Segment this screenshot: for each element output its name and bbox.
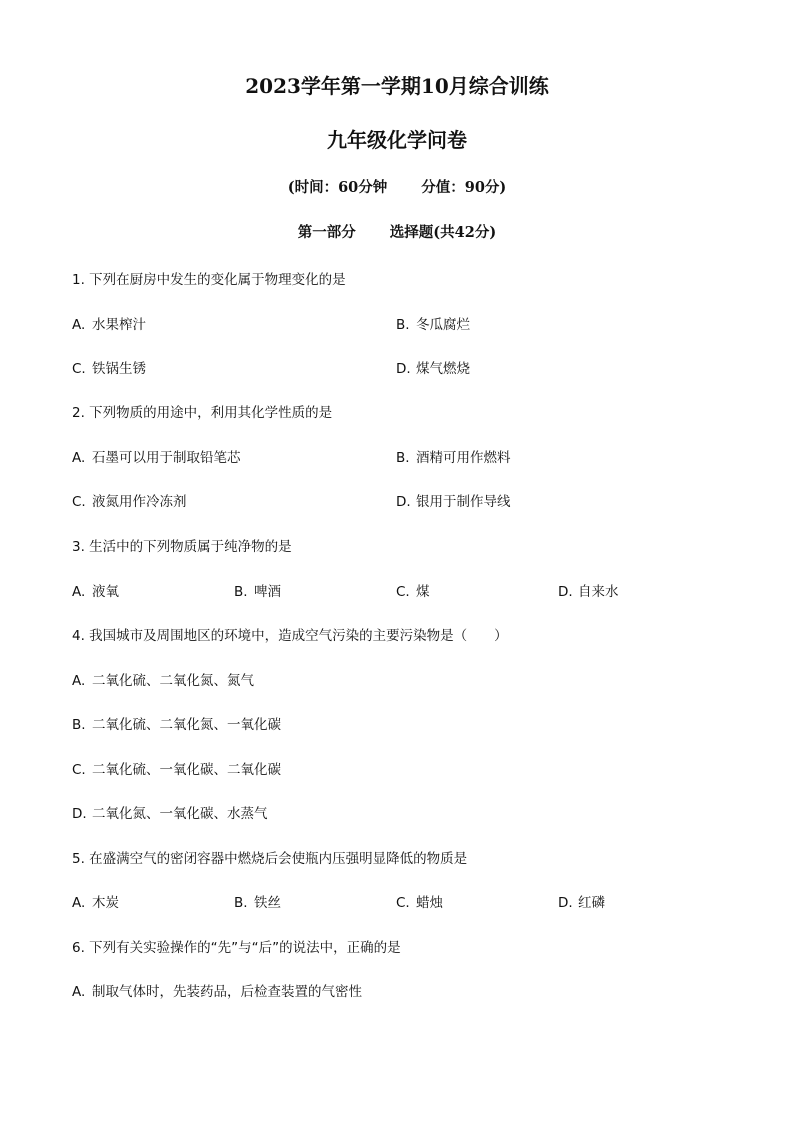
question-3-option-d: D. 自来水	[558, 584, 619, 600]
question-4-option-d: D. 二氧化氮、一氧化碳、水蒸气	[72, 806, 268, 822]
question-2-option-c: C. 液氮用作冷冻剂	[72, 494, 187, 510]
question-5-option-d: D. 红磷	[558, 895, 605, 911]
question-6-stem: 6. 下列有关实验操作的“先”与“后”的说法中，正确的是	[72, 940, 401, 956]
exam-time: (时间：60分钟	[287, 179, 388, 196]
question-1-option-b: B. 冬瓜腐烂	[396, 317, 470, 333]
question-2-option-a: A. 石墨可以用于制取铅笔芯	[72, 450, 241, 466]
question-3-stem: 3. 生活中的下列物质属于纯净物的是	[72, 539, 292, 555]
question-3-option-a: A. 液氧	[72, 584, 119, 600]
exam-info	[0, 176, 794, 197]
question-4-option-b: B. 二氧化硫、二氧化氮、一氧化碳	[72, 717, 281, 733]
question-4-option-a: A. 二氧化硫、二氧化氮、氮气	[72, 673, 254, 689]
question-3-option-b: B. 啤酒	[234, 584, 281, 600]
question-5-option-a: A. 木炭	[72, 895, 119, 911]
question-1-option-d: D. 煤气燃烧	[396, 361, 470, 377]
question-2-option-d: D. 银用于制作导线	[396, 494, 511, 510]
question-1-option-a: A. 水果榨汁	[72, 317, 146, 333]
section-part: 第一部分	[297, 224, 356, 241]
section-name: 选择题(共42分)	[389, 224, 497, 241]
question-5-stem: 5. 在盛满空气的密闭容器中燃烧后会使瓶内压强明显降低的物质是	[72, 851, 468, 867]
question-3-option-c: C. 煤	[396, 584, 430, 600]
question-1-option-c: C. 铁锅生锈	[72, 361, 146, 377]
question-4-stem: 4. 我国城市及周围地区的环境中，造成空气污染的主要污染物是（ ）	[72, 628, 508, 644]
question-2-option-b: B. 酒精可用作燃料	[396, 450, 511, 466]
question-6-option-a: A. 制取气体时，先装药品，后检查装置的气密性	[72, 984, 362, 1000]
exam-title: 2023学年第一学期10月综合训练	[245, 74, 549, 98]
question-1-stem: 1. 下列在厨房中发生的变化属于物理变化的是	[72, 272, 346, 288]
question-4-option-c: C. 二氧化硫、一氧化碳、二氧化碳	[72, 762, 281, 778]
exam-subtitle: 九年级化学问卷	[327, 128, 467, 152]
question-5-option-b: B. 铁丝	[234, 895, 281, 911]
section-heading	[0, 221, 794, 242]
exam-score: 分值：90分)	[421, 179, 507, 196]
question-5-option-c: C. 蜡烛	[396, 895, 443, 911]
question-2-stem: 2. 下列物质的用途中，利用其化学性质的是	[72, 405, 333, 421]
